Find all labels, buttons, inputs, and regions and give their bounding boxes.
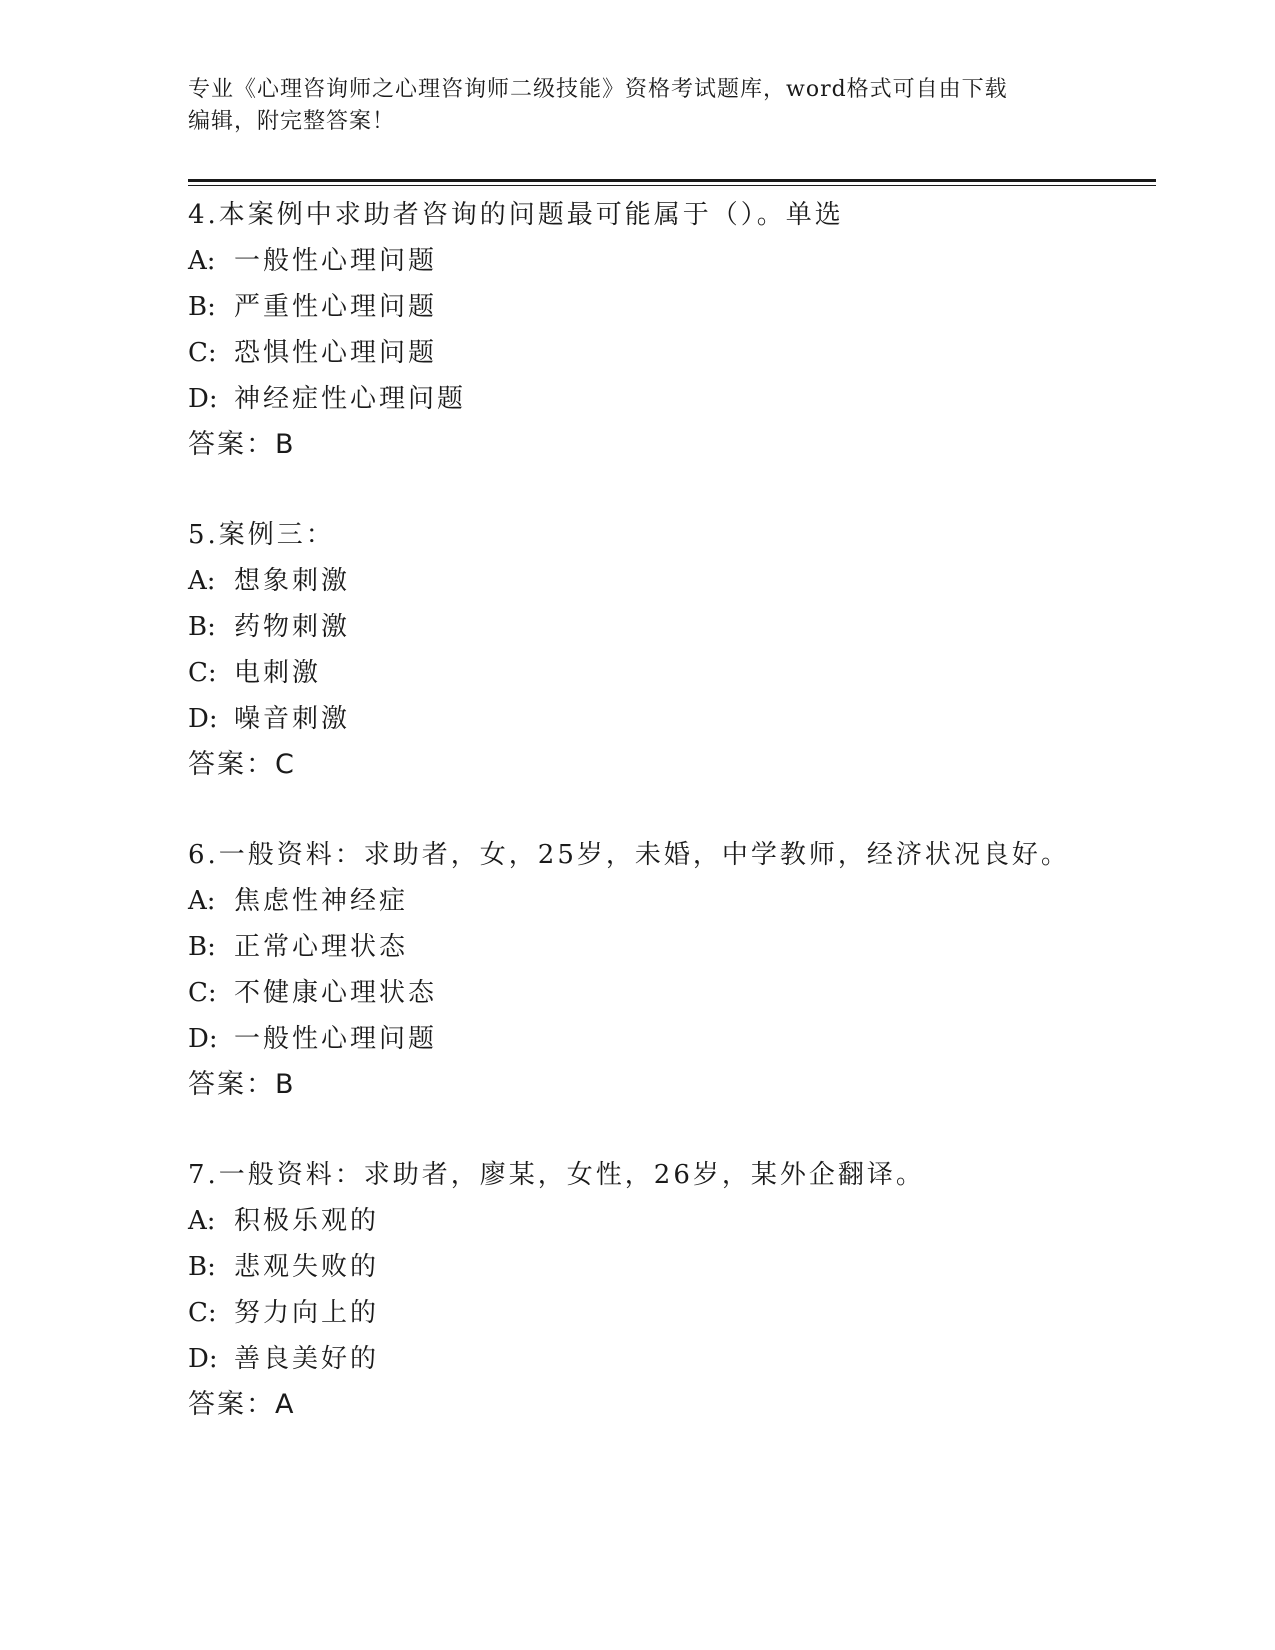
option-text: 想象刺激 bbox=[234, 566, 351, 596]
header-divider-thick bbox=[188, 179, 1156, 182]
option-c bbox=[188, 650, 1148, 696]
option-letter: C: bbox=[188, 658, 217, 688]
answer-line: 答案：C bbox=[188, 749, 296, 780]
option-a bbox=[188, 238, 1148, 284]
option-letter: A: bbox=[188, 246, 216, 276]
option-letter: A: bbox=[188, 886, 216, 916]
option-letter: C: bbox=[188, 978, 217, 1008]
option-letter: D: bbox=[188, 1344, 218, 1374]
question-7 bbox=[188, 1152, 1148, 1428]
question-stem: 4.本案例中求助者咨询的问题最可能属于（）。单选 bbox=[188, 200, 844, 230]
option-letter: B: bbox=[188, 612, 216, 642]
option-letter: C: bbox=[188, 338, 217, 368]
option-c bbox=[188, 330, 1148, 376]
header-line-2: 编辑，附完整答案！ bbox=[188, 109, 396, 134]
option-letter: D: bbox=[188, 704, 218, 734]
question-stem: 5.案例三： bbox=[188, 520, 335, 550]
option-d bbox=[188, 376, 1148, 422]
option-text: 焦虑性神经症 bbox=[234, 886, 409, 916]
option-letter: D: bbox=[188, 1024, 218, 1054]
option-text: 严重性心理问题 bbox=[234, 292, 438, 322]
option-letter: A: bbox=[188, 1206, 216, 1236]
option-text: 恐惧性心理问题 bbox=[234, 338, 438, 368]
option-d bbox=[188, 1336, 1148, 1382]
option-a bbox=[188, 558, 1148, 604]
option-a bbox=[188, 878, 1148, 924]
option-letter: C: bbox=[188, 1298, 217, 1328]
question-5 bbox=[188, 512, 1148, 788]
question-stem: 6.一般资料：求助者，女，25岁，未婚，中学教师，经济状况良好。 bbox=[188, 840, 1070, 870]
option-d bbox=[188, 1016, 1148, 1062]
question-stem: 7.一般资料：求助者，廖某，女性，26岁，某外企翻译。 bbox=[188, 1160, 925, 1190]
option-a bbox=[188, 1198, 1148, 1244]
option-text: 努力向上的 bbox=[234, 1298, 380, 1328]
option-letter: B: bbox=[188, 292, 216, 322]
answer-line: 答案：B bbox=[188, 429, 296, 460]
header-line-1: 专业《心理咨询师之心理咨询师二级技能》资格考试题库，word格式可自由下载 bbox=[188, 77, 1008, 102]
option-text: 善良美好的 bbox=[234, 1344, 380, 1374]
option-b bbox=[188, 284, 1148, 330]
answer-line: 答案：A bbox=[188, 1389, 296, 1420]
option-letter: A: bbox=[188, 566, 216, 596]
option-letter: D: bbox=[188, 384, 218, 414]
option-text: 电刺激 bbox=[234, 658, 322, 688]
option-text: 积极乐观的 bbox=[234, 1206, 380, 1236]
option-c bbox=[188, 970, 1148, 1016]
option-c bbox=[188, 1290, 1148, 1336]
option-text: 正常心理状态 bbox=[234, 932, 409, 962]
option-text: 噪音刺激 bbox=[234, 704, 351, 734]
option-text: 药物刺激 bbox=[234, 612, 351, 642]
option-text: 一般性心理问题 bbox=[234, 246, 438, 276]
option-text: 一般性心理问题 bbox=[234, 1024, 438, 1054]
question-6 bbox=[188, 832, 1148, 1108]
option-text: 不健康心理状态 bbox=[234, 978, 438, 1008]
question-list bbox=[188, 192, 1148, 1472]
document-header bbox=[188, 74, 1088, 138]
option-b bbox=[188, 924, 1148, 970]
option-b bbox=[188, 1244, 1148, 1290]
question-4 bbox=[188, 192, 1148, 468]
option-text: 悲观失败的 bbox=[234, 1252, 380, 1282]
option-d bbox=[188, 696, 1148, 742]
option-letter: B: bbox=[188, 1252, 216, 1282]
option-b bbox=[188, 604, 1148, 650]
answer-line: 答案：B bbox=[188, 1069, 296, 1100]
header-divider-thin bbox=[188, 185, 1156, 186]
option-text: 神经症性心理问题 bbox=[234, 384, 467, 414]
option-letter: B: bbox=[188, 932, 216, 962]
